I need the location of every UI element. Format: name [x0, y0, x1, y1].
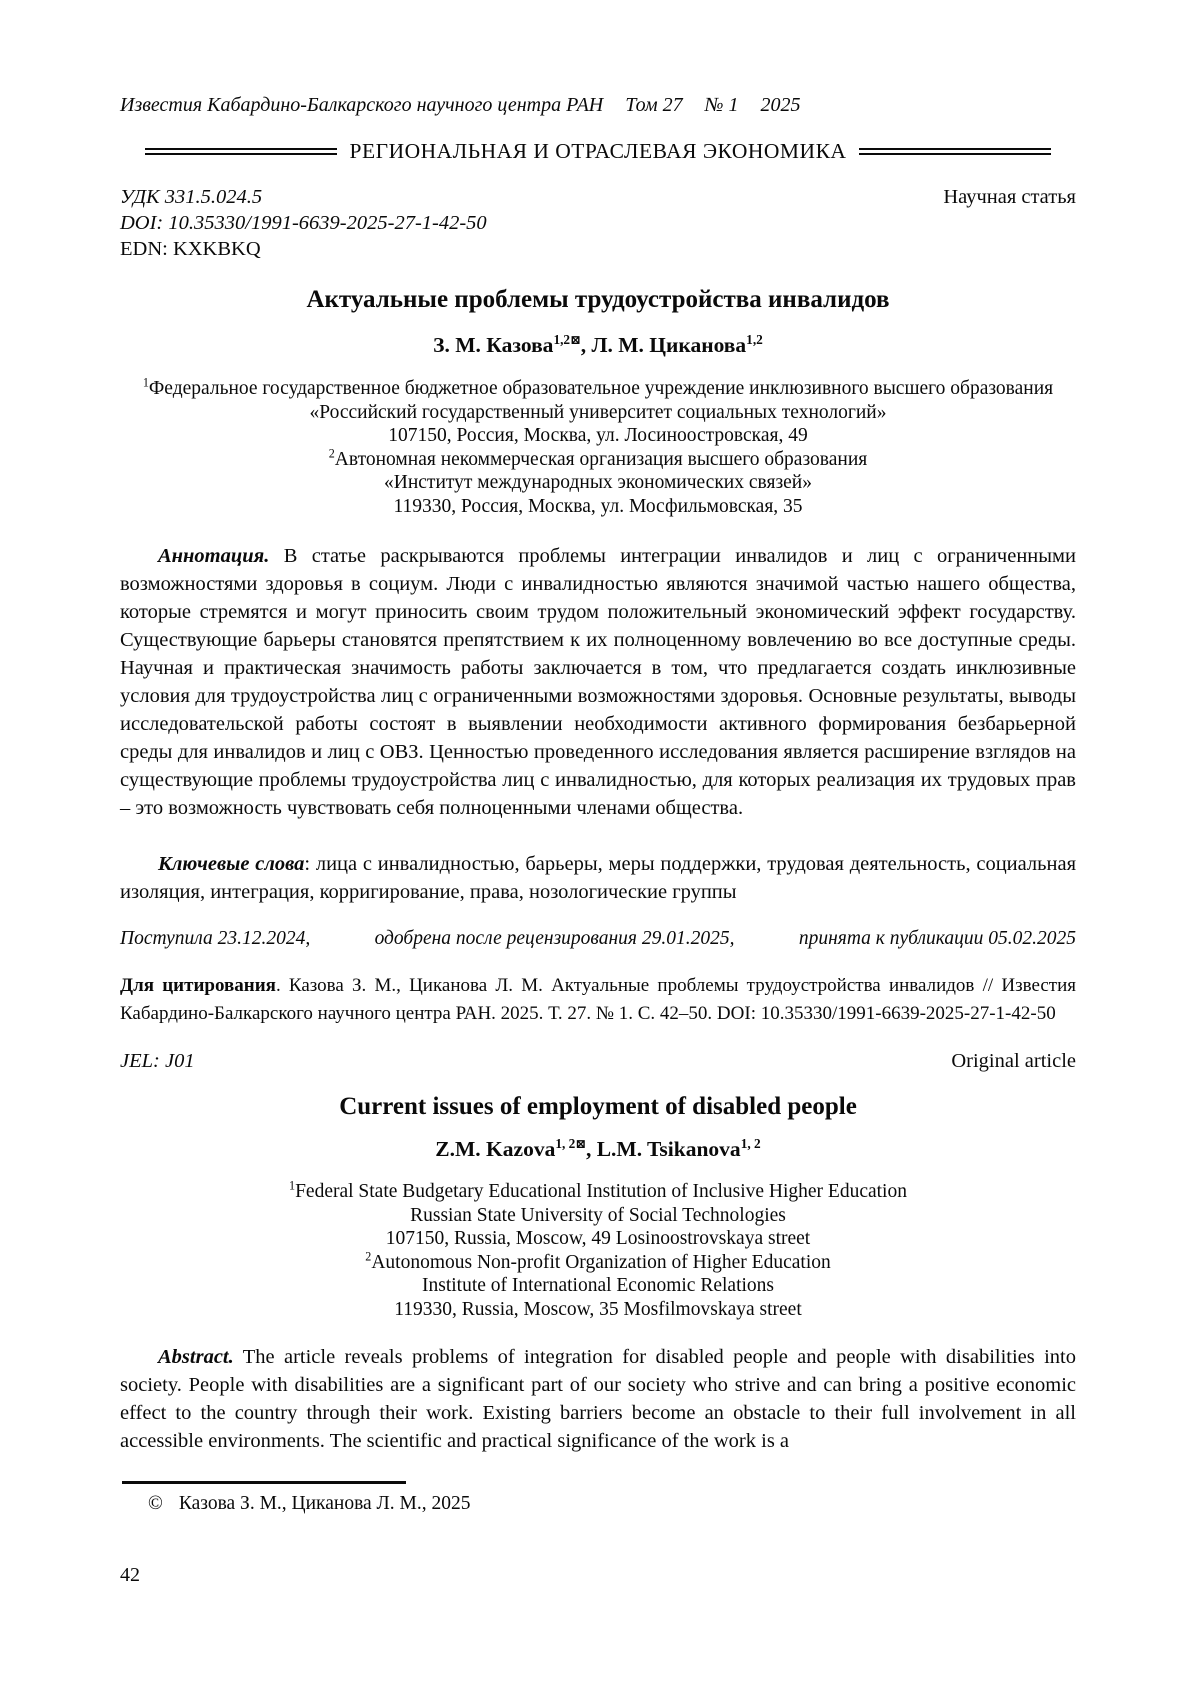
- author-affil-marks: 1, 2: [555, 1135, 576, 1151]
- keywords-label-ru: Ключевые слова: [158, 853, 305, 875]
- author-affil-marks: 1,2: [746, 331, 763, 347]
- accepted-date: принята к публикации 05.02.2025: [798, 928, 1076, 949]
- affiliation-line: $^2$Autonomous Non-profit Organization of Higher Education: [365, 1249, 831, 1273]
- dates-line: [120, 928, 1076, 950]
- article-title-en: Current issues of employment of disabled people: [339, 1093, 857, 1120]
- affiliation-line: Russian State University of Social Technologies: [410, 1204, 786, 1226]
- copyright-text: Казова З. М., Циканова Л. М., 2025: [178, 1493, 471, 1514]
- affiliation-line: $^1$Federal State Budgetary Educational Institution of Inclusive Higher Education: [289, 1178, 907, 1202]
- author-name: Z.M. Kazova: [435, 1137, 556, 1161]
- article-type-en: Original article: [951, 1050, 1076, 1072]
- journal-year: 2025: [760, 94, 801, 116]
- copyright-symbol: ©: [148, 1493, 163, 1514]
- author-name: L.M. Tsikanova: [596, 1137, 741, 1161]
- affiliations-en: [120, 1180, 1076, 1321]
- citation-label: Для цитирования: [120, 975, 276, 996]
- abstract-en: [120, 1343, 1076, 1455]
- journal-volume: Том 27: [625, 94, 683, 116]
- author-separator: ,: [580, 333, 592, 357]
- author-name: Л. М. Циканова: [591, 333, 747, 357]
- affiliation-line: 119330, Россия, Москва, ул. Мосфильмовская, 35: [393, 495, 803, 517]
- abstract-ru: [120, 542, 1076, 822]
- article-title-ru: Актуальные проблемы трудоустройства инвалидов: [306, 286, 890, 313]
- abstract-text-ru: В статье раскрываются проблемы интеграции инвалидов и лиц с ограниченными возможностями здоровья в социум. Люди с инвалидностью являются значимой частью нашего общества, которые стремятся и могут приносить своим трудом положительный экономический эффект государству. Существующие барьеры становятся препятствием к их полноценному вовлечению во все доступные среды. Научная и практическая значимость работы заключается в том, что предлагается создать инклюзивные условия для трудоустройства лиц с ограниченными возможностями здоровья. Основные результаты, выводы исследовательской работы состоят в выявлении необходимости активного формирования безбарьерной среды для инвалидов и лиц с ОВЗ. Ценностью проведенного исследования является расширение взглядов на существующие проблемы трудоустройства лиц с инвалидностью, для которых реализация их трудовых прав – это возможность чувствовать себя полноценными членами общества.: [120, 545, 1076, 819]
- affiliation-line: 119330, Russia, Moscow, 35 Mosfilmovskaya street: [394, 1298, 802, 1320]
- envelope-icon: ⊠: [575, 1136, 586, 1151]
- affiliation-line: «Институт международных экономических связей»: [384, 472, 812, 493]
- section-banner: [120, 139, 1076, 164]
- author-name: З. М. Казова: [433, 333, 554, 357]
- affiliation-line: 107150, Russia, Moscow, 49 Losinoostrovskaya street: [385, 1228, 811, 1249]
- footnote-rule: [122, 1481, 406, 1484]
- affiliation-line: 107150, Россия, Москва, ул. Лосиноостровская, 49: [388, 425, 808, 446]
- journal-name: Известия Кабардино-Балкарского научного центра РАН: [120, 94, 604, 116]
- page-number: 42: [120, 1564, 140, 1586]
- affiliation-line: $^1$Федеральное государственное бюджетное образовательное учреждение инклюзивного высшего образования: [142, 375, 1054, 399]
- abstract-text-en: The article reveals problems of integration for disabled people and people with disabilities into society. People with disabilities are a significant part of our society who strive and can bring a positive economic effect to the country through their work. Existing barriers become an obstacle to their full involvement in all accessible environments. The scientific and practical significance of the work is a: [120, 1346, 1076, 1452]
- citation-text: . Казова З. М., Циканова Л. М. Актуальные проблемы трудоустройства инвалидов // Известия Кабардино-Балкарского научного центра РАН. 2025. Т. 27. № 1. С. 42–50. DOI: 10.35330/1991-6639-2025-27-1-42-50: [120, 975, 1077, 1024]
- double-rule-right: [859, 148, 1051, 155]
- authors-en: [120, 1137, 1076, 1162]
- jel-code: JEL: J01: [120, 1050, 195, 1072]
- doi-line: DOI: 10.35330/1991-6639-2025-27-1-42-50: [120, 212, 487, 234]
- article-type-ru: Научная статья: [943, 186, 1076, 208]
- copyright-line: [120, 1493, 1076, 1515]
- affiliation-line: «Российский государственный университет социальных технологий»: [309, 401, 887, 423]
- jel-row: [120, 1050, 1076, 1073]
- author-affil-marks: 1,2: [553, 331, 571, 347]
- article-meta: [120, 184, 1076, 262]
- citation-ru: [120, 972, 1076, 1028]
- double-rule-left: [145, 148, 337, 155]
- edn-line: EDN: KXKBKQ: [120, 238, 261, 260]
- authors-ru: [120, 333, 1076, 358]
- affiliations-ru: [120, 377, 1076, 518]
- author-affil-marks: 1, 2: [740, 1135, 761, 1151]
- journal-issue: № 1: [704, 94, 739, 116]
- keywords-ru: [120, 850, 1076, 906]
- affiliation-line: Institute of International Economic Relations: [422, 1275, 774, 1296]
- udc-code: УДК 331.5.024.5: [120, 186, 263, 208]
- journal-header: [120, 94, 1076, 117]
- section-title: РЕГИОНАЛЬНАЯ И ОТРАСЛЕВАЯ ЭКОНОМИКА: [349, 139, 847, 163]
- abstract-label-en: Abstract.: [158, 1346, 234, 1368]
- keywords-text-ru: : лица с инвалидностью, барьеры, меры поддержки, трудовая деятельность, социальная изоляция, интеграция, корригирование, права, нозологические группы: [120, 853, 1076, 903]
- envelope-icon: ⊠: [570, 332, 581, 347]
- abstract-label-ru: Аннотация.: [158, 545, 270, 567]
- affiliation-line: $^2$Автономная некоммерческая организация высшего образования: [328, 446, 868, 470]
- received-date: Поступила 23.12.2024,: [120, 928, 311, 949]
- author-separator: ,: [585, 1137, 597, 1161]
- approved-date: одобрена после рецензирования 29.01.2025,: [374, 928, 735, 949]
